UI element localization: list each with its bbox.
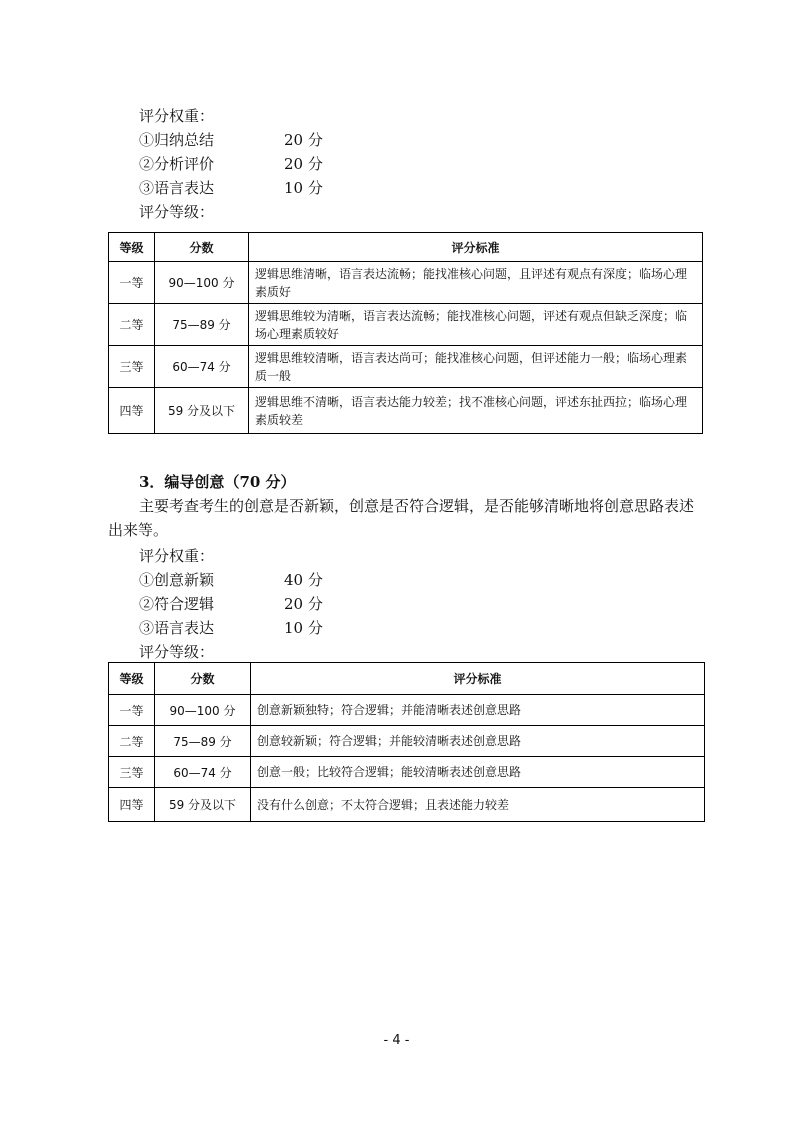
weight-row xyxy=(139,130,323,150)
criteria-cell: 创意一般；比较符合逻辑；能较清晰表述创意思路 xyxy=(251,757,705,788)
section-heading: 3．编导创意（70 分） xyxy=(139,473,296,491)
weight-row xyxy=(139,570,323,590)
weight-item: ③语言表达 xyxy=(139,619,215,637)
criteria-cell: 逻辑思维清晰，语言表达流畅；能找准核心问题，且评述有观点有深度；临场心理素质好 xyxy=(249,262,703,304)
score-cell: 90—100 分 xyxy=(155,695,251,726)
header-criteria: 评分标准 xyxy=(251,663,705,695)
table-header-row xyxy=(109,663,705,695)
weight-item: ③语言表达 xyxy=(139,179,215,197)
grade-title: 评分等级： xyxy=(139,643,215,661)
weight-row xyxy=(139,178,323,198)
criteria-cell: 创意较新颖；符合逻辑；并能较清晰表述创意思路 xyxy=(251,726,705,757)
weight-row xyxy=(139,618,323,638)
level-cell: 四等 xyxy=(109,388,155,434)
score-cell: 75—89 分 xyxy=(155,726,251,757)
weight-title: 评分权重： xyxy=(139,107,215,125)
weight-score: 20 分 xyxy=(284,155,323,173)
criteria-cell: 没有什么创意；不太符合逻辑；且表述能力较差 xyxy=(251,788,705,822)
weight-score: 10 分 xyxy=(284,619,323,637)
header-level: 等级 xyxy=(109,233,155,262)
level-cell: 三等 xyxy=(109,757,155,788)
score-cell: 59 分及以下 xyxy=(155,388,249,434)
weight-score: 20 分 xyxy=(284,131,323,149)
level-cell: 二等 xyxy=(109,726,155,757)
score-cell: 60—74 分 xyxy=(155,346,249,388)
table-row xyxy=(109,695,705,726)
grade-table xyxy=(108,662,705,822)
weight-item: ②符合逻辑 xyxy=(139,595,215,613)
header-level: 等级 xyxy=(109,663,155,695)
level-cell: 二等 xyxy=(109,304,155,346)
weight-score: 40 分 xyxy=(284,571,323,589)
table-row xyxy=(109,388,703,434)
grade-table xyxy=(108,232,703,434)
level-cell: 三等 xyxy=(109,346,155,388)
page-number: - 4 - xyxy=(383,1033,410,1048)
grade-title: 评分等级： xyxy=(139,203,215,221)
section-intro: 主要考查考生的创意是否新颖，创意是否符合逻辑，是否能够清晰地将创意思路表述出来等。 xyxy=(108,497,695,539)
score-cell: 59 分及以下 xyxy=(155,788,251,822)
weight-score: 10 分 xyxy=(284,179,323,197)
table-row xyxy=(109,304,703,346)
header-score: 分数 xyxy=(155,663,251,695)
table-header-row xyxy=(109,233,703,262)
weight-score: 20 分 xyxy=(284,595,323,613)
criteria-cell: 逻辑思维较清晰，语言表达尚可；能找准核心问题，但评述能力一般；临场心理素质一般 xyxy=(249,346,703,388)
table-row xyxy=(109,262,703,304)
score-cell: 60—74 分 xyxy=(155,757,251,788)
table-row xyxy=(109,726,705,757)
weight-item: ②分析评价 xyxy=(139,155,215,173)
weight-item: ①归纳总结 xyxy=(139,131,215,149)
table-row xyxy=(109,757,705,788)
level-cell: 四等 xyxy=(109,788,155,822)
header-score: 分数 xyxy=(155,233,249,262)
weight-row xyxy=(139,154,323,174)
level-cell: 一等 xyxy=(109,695,155,726)
weight-row xyxy=(139,594,323,614)
score-cell: 90—100 分 xyxy=(155,262,249,304)
criteria-cell: 创意新颖独特；符合逻辑；并能清晰表述创意思路 xyxy=(251,695,705,726)
level-cell: 一等 xyxy=(109,262,155,304)
table-row xyxy=(109,788,705,822)
criteria-cell: 逻辑思维不清晰，语言表达能力较差；找不准核心问题，评述东扯西拉；临场心理素质较差 xyxy=(249,388,703,434)
score-cell: 75—89 分 xyxy=(155,304,249,346)
criteria-cell: 逻辑思维较为清晰，语言表达流畅；能找准核心问题，评述有观点但缺乏深度；临场心理素质较好 xyxy=(249,304,703,346)
weight-title: 评分权重： xyxy=(139,547,215,565)
header-criteria: 评分标准 xyxy=(249,233,703,262)
weight-item: ①创意新颖 xyxy=(139,571,215,589)
table-row xyxy=(109,346,703,388)
